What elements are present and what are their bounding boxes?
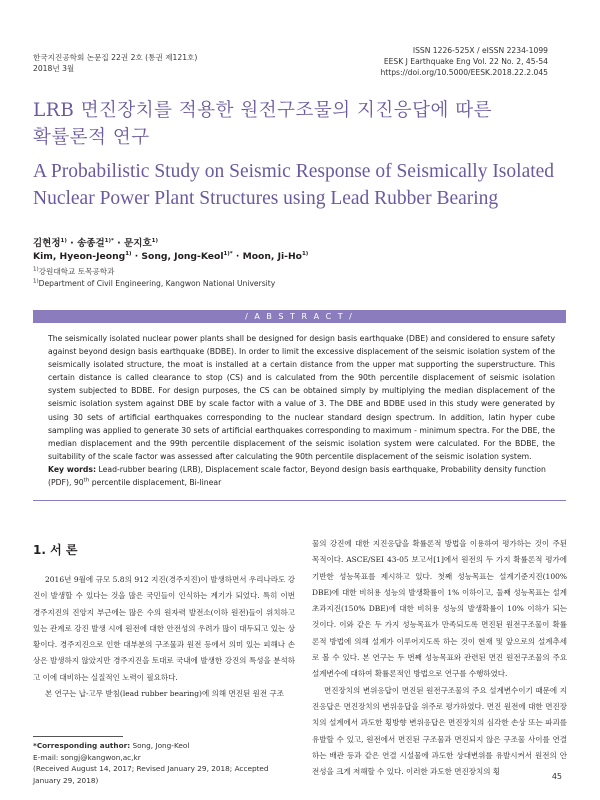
footnote-rule (33, 736, 123, 737)
keywords-text: Lead-rubber bearing (LRB), Displacement scale factor, Beyond design basis earthquake, Probability density function (PDF), 90 (48, 465, 546, 488)
issn-line: ISSN 1226-525X / eISSN 2234-1099 (412, 46, 548, 55)
author-separator: · (232, 251, 243, 262)
title-korean-line2: 확률론적 연구 (33, 127, 150, 148)
doi-link[interactable]: https://doi.org/10.5000/EESK.2018.22.2.045 (380, 68, 548, 77)
affiliation-korean (33, 266, 114, 277)
corresponding-author-line (33, 740, 295, 752)
received-dates: (Received August 14, 2017; Revised January 29, 2018; Accepted January 29, 2018) (33, 764, 269, 785)
affiliation-english (33, 279, 275, 288)
authors-english (33, 251, 308, 262)
body-column-left (33, 572, 295, 702)
abstract-divider (33, 500, 566, 501)
title-english-line1: A Probabilistic Study on Seismic Response of Seismically Isolated (33, 161, 555, 182)
author-name: 문지호 (124, 238, 152, 249)
abstract-body: The seismically isolated nuclear power plants shall be designed for design basis earthquake (DBE) and considered to ensure safety against beyond design basis earthquake (BDBE). In order to limit the excessive displacement of the seismic isolation system of the seismically isolated structure, the moat is installed at a certain distance from the upper mat supporting the superstructure. This certain distance is called clearance to stop (CS) and is calculated from the 90th percentile displacement of seismic isolation system subjected to BDBE. For design purposes, the CS can be obtained simply by multiplying the median displacement of the seismic isolation system against DBE by scale factor with a value of 3. The DBE and BDBE used in this study were generated by using 30 sets of artificial earthquakes corresponding to the nuclear standard design spectrum. In addition, latin hyper cube sampling was applied to generate 30 sets of artificial earthquakes corresponding to maximum - minimum spectra. For the DBE, the median displacement and the 99th percentile displacement of the seismic isolation system were calculated. For the BDBE, the suitability of the scale factor was assessed after calculating the 90th percentile displacement of the seismic isolation system. (48, 334, 555, 461)
body-column-right (312, 536, 567, 780)
journal-date-ko: 2018년 3월 (33, 64, 75, 73)
journal-header-right (380, 45, 548, 78)
author-affiliation-mark: 1)* (104, 237, 114, 244)
author-name: Song, Jong-Keol (141, 251, 224, 262)
author-affiliation-mark: 1) (151, 237, 158, 244)
corresponding-author-footnote (33, 740, 295, 786)
title-korean-line1: LRB 면진장치를 적용한 원전구조물의 지진응답에 따른 (33, 100, 493, 121)
affiliation-korean-text: 강원대학교 토목공학과 (38, 267, 115, 276)
affiliation-mark: 1) (33, 266, 39, 273)
journal-header-left (33, 52, 197, 74)
authors-korean (33, 235, 158, 249)
corresponding-author-email[interactable]: E-mail: songj@kangwon,ac,kr (33, 752, 141, 762)
affiliation-mark: 1) (33, 278, 39, 285)
author-affiliation-mark: 1) (60, 237, 67, 244)
affiliation-english-text: Department of Civil Engineering, Kangwon National University (38, 279, 276, 288)
page-number: 45 (551, 772, 562, 781)
author-separator: · (113, 238, 125, 249)
keywords-label: Key words: (48, 465, 97, 474)
title-english (33, 158, 573, 212)
section-heading-introduction: 1. 서 론 (33, 543, 78, 557)
author-separator: · (66, 238, 78, 249)
paragraph: 면진장치의 변위응답이 면진된 원전구조물의 주요 설계변수이기 때문에 지진응답은 면진장치의 변위응답을 위주로 평가하였다. 면진 원전에 대한 면진장치의 설계에서 과도한 횡방향 변위응답은 면진장치의 심각한 손상 또는 파괴를 유발할 수 있고, 원전에서 면진된 구조물과 면진되지 않은 구조물 사이를 연결하는 배관 등과 같은 연결 시설물에 과도한 상대변위를 유발시켜서 원전의 안전성을 크게 저해할 수 있다. 이러한 과도한 면진장치의 횡 (312, 685, 567, 777)
abstract-heading-bar: / A B S T R A C T / (33, 310, 566, 323)
author-name: Kim, Hyeon-Jeong (33, 251, 126, 262)
author-affiliation-mark: 1)* (223, 250, 233, 257)
author-name: 송종걸 (77, 238, 105, 249)
author-name: 김현정 (33, 238, 61, 249)
paragraph: 2016년 9월에 규모 5.8의 912 지진(경주지진)이 발생하면서 우리나라도 강진이 발생할 수 있다는 것을 많은 국민들이 인식하는 계기가 되었다. 특히 이번 경주지진의 진앙지 부근에는 많은 수의 원자력 발전소(이하 원전)들이 위치하고 있는 관계로 강진 발생 시에 원전에 대한 안전성의 우려가 많이 대두되고 있는 상황이다. 경주지진으로 인한 대부분의 구조물과 원전 등에서 의미 있는 피해나 손상은 발생하지 않았지만 경주지진을 토대로 국내에 발생한 강진의 특성을 분석하고 이에 대비하는 실질적인 노력이 필요하다. (33, 575, 295, 682)
title-english-line2: Nuclear Power Plant Structures using Lead Rubber Bearing (33, 188, 499, 209)
paragraph: 본 연구는 납-고무 받침(lead rubber bearing)에 의해 면진된 원전 구조 (45, 689, 284, 699)
keywords-superscript: th (83, 477, 90, 484)
corresponding-author-label: *Corresponding author: (33, 741, 131, 750)
keywords (48, 463, 555, 489)
author-name: Moon, Ji-Ho (242, 251, 302, 262)
keywords-text-end: percentile displacement, Bi-linear (89, 478, 222, 488)
journal-name-ko: 한국지진공학회 논문집 22권 2호 (통권 제121호) (33, 53, 198, 62)
paragraph: 물의 강진에 대한 지진응답을 확률론적 방법을 이용하여 평가하는 것이 주된 목적이다. ASCE/SEI 43-05 보고서[1]에서 원전의 두 가지 확률론적 평가에 기반한 성능목표를 제시하고 있다. 첫째 성능목표는 설계기준지진(100% DBE)에 대한 비허용 성능의 발생확률이 1% 이하이고, 둘째 성능목표는 설계초과지진(150% DBE)에 대한 비허용 성능의 발생확률이 10% 이하가 되는 것이다. 이와 같은 두 가지 성능목표가 만족되도록 면진된 원전구조물이 확률론적 방법에 의해 설계가 이루어지도록 하는 것이 현재 및 앞으로의 설계추세로 볼 수 있다. 본 연구는 두 번째 성능목표와 관련된 면진 원전구조물의 주요 설계변수에 대하여 확률론적인 방법으로 연구를 수행하였다. (312, 539, 567, 679)
author-affiliation-mark: 1) (125, 250, 132, 257)
author-separator: · (131, 251, 142, 262)
title-korean (33, 97, 573, 151)
corresponding-author-name: Song, Jong-Keol (130, 741, 190, 750)
author-affiliation-mark: 1) (301, 250, 309, 257)
journal-volume-line: EESK J Earthquake Eng Vol. 22 No. 2, 45-54 (383, 57, 548, 66)
